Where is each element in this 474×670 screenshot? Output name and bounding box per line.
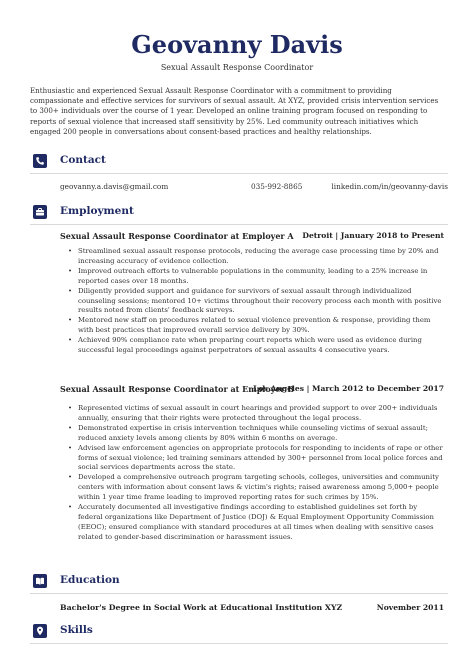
list-item: • Represented victims of sexual assault in court hearings and provided support to over 200+ individuals annually, ensuring that their rights were protected throughout the legal process. — [68, 404, 444, 424]
list-item: • Demonstrated expertise in crisis intervention techniques while counseling victims of sexual assault; reduced anxiety levels among clients by 80% within 6 months on average. — [68, 424, 444, 444]
job-location-dates: Detroit | January 2018 to Present — [302, 231, 444, 240]
candidate-role: Sexual Assault Response Coordinator — [160, 63, 314, 72]
book-icon — [33, 574, 47, 588]
list-item: • Advised law enforcement agencies on appropriate protocols for responding to incidents of rape or other forms of sexual violence; led training seminars attended by 300+ personnel from local police forces and social services departments across the state. — [68, 444, 444, 474]
phone-number[interactable]: 035-992-8865 — [251, 182, 303, 191]
list-item: • Developed a comprehensive outreach program targeting schools, colleges, universities and community centers with information about consent laws & victim's rights; raised awareness among 5,000+ people within 1 year time frame leading to improved reporting rates for such crimes by 15%. — [68, 473, 444, 503]
list-item: • Diligently provided support and guidance for survivors of sexual assault through individualized counseling sessions; mentored 10+ victims throughout their recovery process each month with positive results noted from clients' feedback surveys. — [68, 287, 444, 317]
list-item: • Improved outreach efforts to vulnerable populations in the community, leading to a 25% increase in reported cases over 18 months. — [68, 267, 444, 287]
employment-section-header — [30, 203, 448, 223]
job-title: Sexual Assault Response Coordinator at Employer A — [60, 231, 294, 241]
education-date: November 2011 — [376, 603, 444, 612]
location-pin-icon — [33, 624, 47, 638]
list-item: • Mentored new staff on procedures related to sexual violence prevention & response, providing them with best practices that improved overall service delivery by 30%. — [68, 316, 444, 336]
section-divider — [30, 173, 448, 174]
education-title: Education — [60, 574, 120, 586]
skills-section-header — [30, 622, 448, 642]
summary-paragraph: Enthusiastic and experienced Sexual Assault Response Coordinator with a commitment to providing compassionate and effective services for survivors of sexual assault. At XYZ, provided crisis intervention services to 300+ individuals over the course of 1 year. Developed an online training program focused on responding to reports of sexual violence that increased staff sensitivity by 25%. Led community outreach initiatives which engaged 200 people in conversations about consent-based practices and healthy relationships. — [30, 86, 439, 136]
list-item: • Accurately documented all investigative findings according to established guidelines set forth by federal organizations like Department of Justice (DOJ) & Equal Employment Opportunity Commission (EEOC); ensured compliance with standard procedures at all times when dealing with sensitive cases related to gender-based discrimination or harassment issues. — [68, 503, 444, 543]
section-divider — [30, 224, 448, 225]
section-divider — [30, 593, 448, 594]
employment-title: Employment — [60, 205, 134, 217]
briefcase-icon — [33, 205, 47, 219]
education-degree: Bachelor's Degree in Social Work at Educational Institution XYZ — [60, 603, 343, 612]
candidate-name: Geovanny Davis — [131, 30, 343, 59]
list-item: • Achieved 90% compliance rate when preparing court reports which were used as evidence during successful legal proceedings against perpetrators of sexual assaults 4 consecutive years. — [68, 336, 444, 356]
job-title: Sexual Assault Response Coordinator at Employer B — [60, 384, 295, 394]
education-section-header — [30, 572, 448, 592]
phone-icon — [33, 154, 47, 168]
skills-title: Skills — [60, 624, 93, 636]
contact-section-header — [30, 152, 448, 172]
job-bullet-list — [68, 404, 444, 543]
job-bullet-list — [68, 247, 444, 356]
email-link[interactable]: geovanny.a.davis@gmail.com — [60, 182, 169, 191]
contact-title: Contact — [60, 154, 106, 166]
linkedin-link[interactable]: linkedin.com/in/geovanny-davis — [331, 182, 448, 191]
list-item: • Streamlined sexual assault response protocols, reducing the average case processing time by 20% and increasing accuracy of evidence collection. — [68, 247, 444, 267]
job-location-dates: Los Angeles | March 2012 to December 2017 — [253, 384, 444, 393]
section-divider — [30, 643, 448, 644]
